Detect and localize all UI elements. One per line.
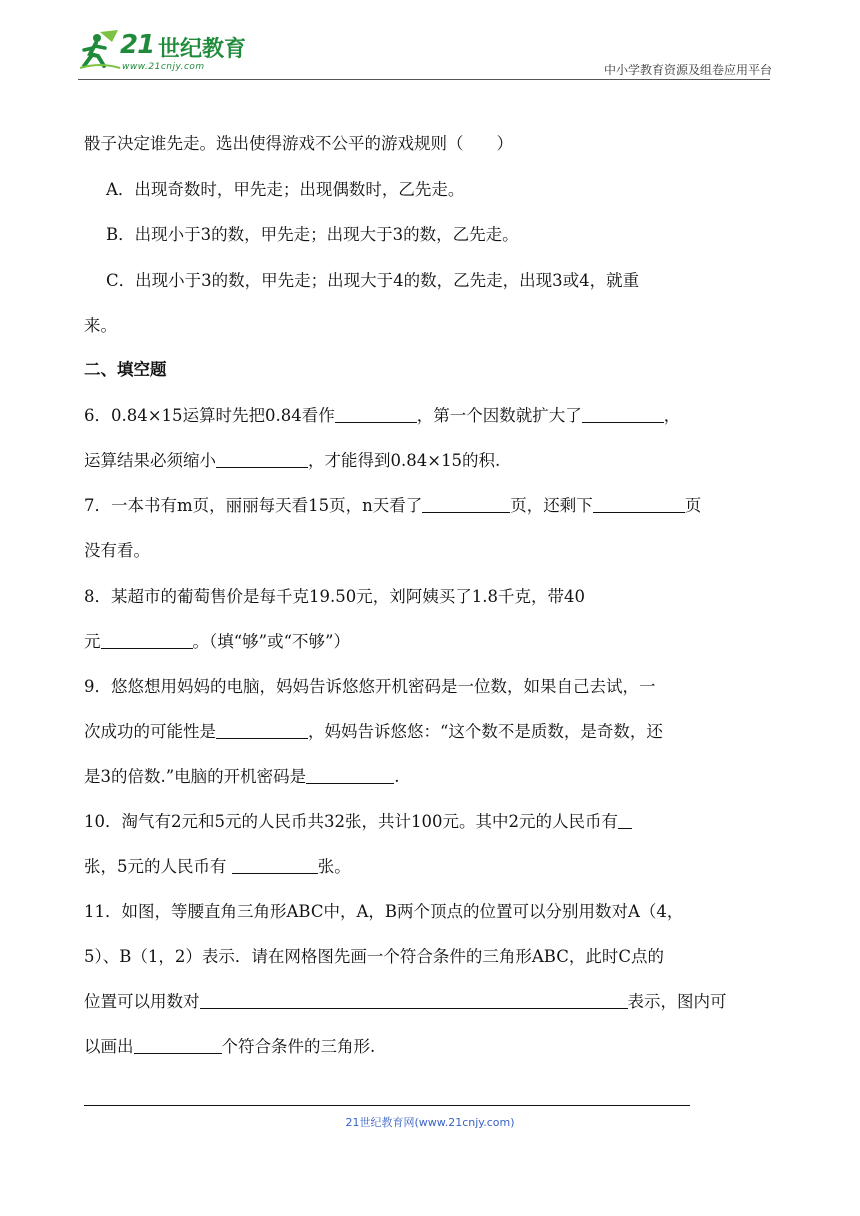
question-6 [84, 402, 680, 426]
question-10-cont [84, 853, 351, 877]
q10-text-1: 10．淘气有2元和5元的人民币共32张，共计100元。其中2元的人民币有 [84, 812, 618, 831]
answer-blank[interactable] [306, 765, 394, 784]
answer-blank[interactable] [216, 449, 308, 468]
question-6-cont [84, 447, 500, 471]
q11-text-2: 表示，图内可 [627, 992, 727, 1011]
question-9-cont-2 [84, 763, 399, 787]
question-8: 8．某超市的葡萄售价是每千克19.50元，刘阿姨买了1.8千克，带40 [84, 587, 585, 606]
q9-text-3: 是3的倍数.”电脑的开机密码是 [84, 767, 307, 786]
question-10 [84, 808, 632, 832]
q11-text-4: 个符合条件的三角形. [221, 1037, 376, 1056]
q10-text-3: 张。 [317, 857, 351, 876]
question-11-cont: 5）、B（1，2）表示．请在网格图先画一个符合条件的三角形ABC，此时C点的 [84, 947, 664, 966]
footer-divider [84, 1105, 690, 1106]
q10-text-2: 张，5元的人民币有 [84, 857, 232, 876]
question-5-cont: 骰子决定谁先走。选出使得游戏不公平的游戏规则（ ） [84, 134, 513, 153]
q9-text-1: 次成功的可能性是 [84, 722, 216, 741]
runner-logo-icon [78, 28, 122, 72]
option-b: B．出现小于3的数，甲先走；出现大于3的数，乙先走。 [106, 225, 519, 244]
q11-text-1: 位置可以用数对 [84, 992, 200, 1011]
question-7 [84, 492, 701, 516]
q7-text-1: 7．一本书有m页，丽丽每天看15页，n天看了 [84, 496, 423, 515]
answer-blank[interactable] [582, 404, 664, 423]
q8-text-2: 。（填“够”或“不够”） [192, 632, 350, 651]
q11-text-3: 以画出 [84, 1037, 134, 1056]
answer-blank[interactable] [134, 1035, 222, 1054]
option-a: A．出现奇数时，甲先走；出现偶数时，乙先走。 [106, 180, 465, 199]
q7-text-2: 页，还剩下 [510, 496, 593, 515]
logo-text: 世纪教育 [158, 37, 247, 62]
answer-blank[interactable] [216, 720, 308, 739]
page-header [0, 0, 860, 90]
option-c-cont: 来。 [84, 316, 117, 335]
q6-text-2: ，第一个因数就扩大了 [416, 406, 582, 425]
question-9-cont [84, 718, 663, 742]
q9-text-2: ，妈妈告诉悠悠：“这个数不是质数，是奇数，还 [308, 722, 663, 741]
q7-text-3: 页 [684, 496, 702, 515]
logo-number: 21 [120, 30, 155, 60]
answer-blank[interactable] [200, 990, 628, 1009]
answer-blank[interactable] [101, 630, 193, 649]
answer-blank[interactable] [618, 810, 632, 829]
answer-blank[interactable] [422, 494, 510, 513]
option-c: C．出现小于3的数，甲先走；出现大于4的数，乙先走，出现3或4，就重 [106, 271, 640, 290]
q6-text-4: 运算结果必须缩小 [84, 451, 216, 470]
brand-logo [78, 28, 258, 78]
answer-blank[interactable] [335, 404, 417, 423]
q6-text-5: ，才能得到0.84×15的积. [308, 451, 501, 470]
header-divider [78, 79, 770, 80]
answer-blank[interactable] [593, 494, 685, 513]
question-7-cont: 没有看。 [84, 541, 150, 560]
q6-text-3: ， [663, 406, 681, 425]
question-11-cont-2 [84, 988, 727, 1012]
q6-text-1: 6．0.84×15运算时先把0.84看作 [84, 406, 335, 425]
header-tagline: 中小学教育资源及组卷应用平台 [603, 63, 772, 77]
q9-text-4: . [394, 767, 400, 786]
question-11-cont-3 [84, 1033, 375, 1057]
question-8-cont [84, 628, 350, 652]
footer-text[interactable]: 21世纪教育网(www.21cnjy.com) [345, 1116, 515, 1129]
logo-url: www.21cnjy.com [122, 62, 205, 72]
section-heading: 二、填空题 [84, 360, 167, 379]
q8-text-1: 元 [84, 632, 101, 651]
answer-blank[interactable] [232, 855, 318, 874]
question-11: 11．如图，等腰直角三角形ABC中，A，B两个顶点的位置可以分别用数对A（4， [84, 902, 684, 921]
question-9: 9．悠悠想用妈妈的电脑，妈妈告诉悠悠开机密码是一位数，如果自己去试，一 [84, 677, 656, 696]
